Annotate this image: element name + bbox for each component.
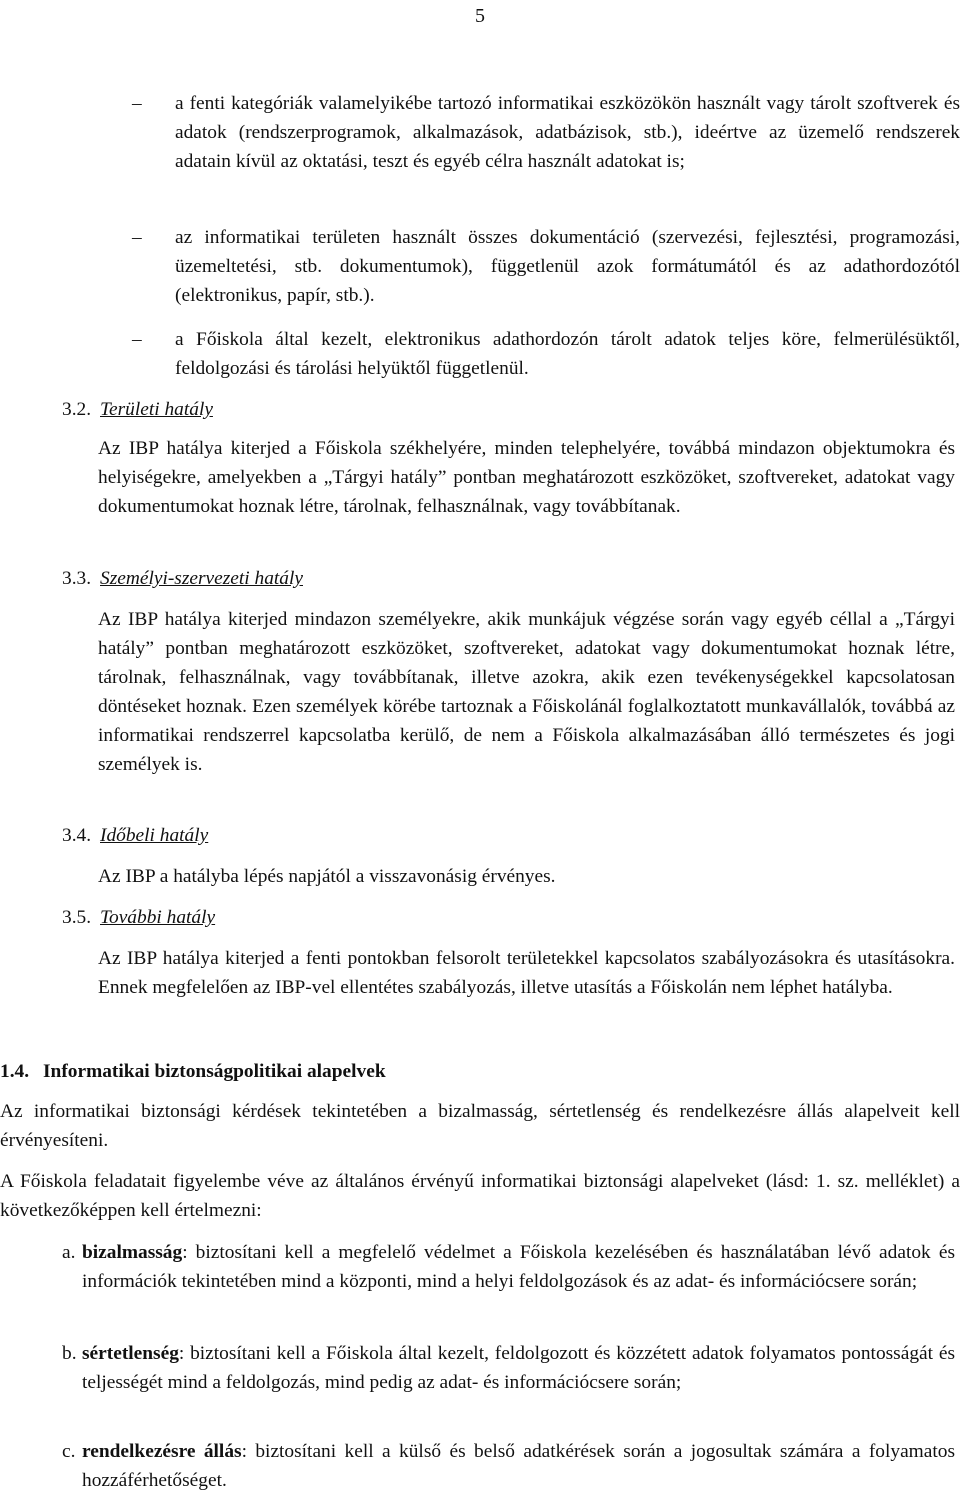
principle-letter: a. <box>62 1242 76 1263</box>
principle-item <box>62 1437 955 1495</box>
section-title: Időbeli hatály <box>100 825 209 846</box>
principle-text: : biztosítani kell a megfelelő védelmet a Főiskola kezelésében és használatában lévő adatok és információk tekintetében mind a központi, mind a helyi feldolgozások és az adat- és információcsere során; <box>82 1242 955 1292</box>
principle-letter: b. <box>62 1343 77 1364</box>
section-number: 3.5. <box>62 907 92 928</box>
section-number: 3.2. <box>62 399 92 420</box>
section-title: Területi hatály <box>100 399 213 420</box>
list-item-text: az informatikai területen használt összes dokumentáció (szervezési, fejlesztési, programozási, üzemeltetési, stb. dokumentumok), függetlenül azok formátumától és az adathordozótól (elektronikus, papír, stb.). <box>175 227 960 306</box>
section-number: 3.4. <box>62 825 92 846</box>
dash-bullet-icon: – <box>132 93 142 114</box>
section-paragraph: Az IBP hatálya kiterjed a fenti pontokban felsorolt területekkel kapcsolatos szabályozásokra és utasításokra. Ennek megfelelően az IBP-vel ellentétes szabályozás, illetve utasítás a Főiskolán nem léphet hatályba. <box>98 948 955 998</box>
section-heading <box>62 903 215 932</box>
list-item <box>132 223 960 310</box>
principle-item <box>62 1339 955 1397</box>
section-heading <box>62 395 213 424</box>
principle-term: sértetlenség <box>82 1343 179 1364</box>
list-item-text: a fenti kategóriák valamelyikébe tartozó informatikai eszközökön használt vagy tárolt szoftverek és adatok (rendszerprogramok, alkalmazások, adatbázisok, stb.), ideértve az üzemelő rendszerek adatain kívül az oktatási, teszt és egyéb célra használt adatokat is; <box>175 93 960 172</box>
dash-bullet-icon: – <box>132 227 142 248</box>
principle-term: rendelkezésre állás <box>82 1441 242 1462</box>
principle-term: bizalmasság <box>82 1242 183 1263</box>
section-paragraph: Az IBP a hatályba lépés napjától a visszavonásig érvényes. <box>98 866 556 887</box>
section-heading <box>62 821 208 850</box>
principle-text: : biztosítani kell a külső és belső adatkérések során a jogosultak számára a folyamatos hozzáférhetőséget. <box>82 1441 955 1491</box>
principle-item <box>62 1238 955 1296</box>
intro-paragraph: A Főiskola feladatait figyelembe véve az általános érvényű informatikai biztonsági alapelveket (lásd: 1. sz. melléklet) a következőképpen kell értelmezni: <box>0 1171 960 1221</box>
list-item <box>132 89 960 176</box>
list-item-text: a Főiskola által kezelt, elektronikus adathordozón tárolt adatok teljes köre, felmerülésüktől, feldolgozási és tárolási helyüktől függetlenül. <box>175 329 960 379</box>
chapter-title: Informatikai biztonságpolitikai alapelvek <box>43 1061 386 1082</box>
intro-paragraph: Az informatikai biztonsági kérdések tekintetében a bizalmasság, sértetlenség és rendelkezésre állás alapelveit kell érvényesíteni. <box>0 1101 960 1151</box>
section-heading <box>62 564 303 593</box>
principle-letter: c. <box>62 1441 76 1462</box>
section-title: További hatály <box>100 907 216 928</box>
section-title: Személyi-szervezeti hatály <box>100 568 303 589</box>
section-paragraph: Az IBP hatálya kiterjed mindazon személyekre, akik munkájuk végzése során vagy egyéb céllal a „Tárgyi hatály” pontban meghatározott eszközöket, szoftvereket, adatokat vagy dokumentumokat hoznak létre, tárolnak, felhasználnak, vagy továbbítanak, illetve azokra, akik ezen tevékenységekkel kapcsolatosan döntéseket hoznak. Ezen személyek körébe tartoznak a Főiskolánál foglalkoztatott munkavállalók, továbbá az informatikai rendszerrel kapcsolatba kerülő, de nem a Főiskola alkalmazásában álló természetes és jogi személyek is. <box>98 609 955 775</box>
chapter-number: 1.4. <box>0 1061 30 1082</box>
list-item <box>132 325 960 383</box>
page-number: 5 <box>475 5 485 27</box>
dash-bullet-icon: – <box>132 329 142 350</box>
section-number: 3.3. <box>62 568 92 589</box>
chapter-heading <box>0 1057 386 1086</box>
section-paragraph: Az IBP hatálya kiterjed a Főiskola székhelyére, minden telephelyére, továbbá mindazon objektumokra és helyiségekre, amelyekben a „Tárgyi hatály” pontban meghatározott eszközöket, szoftvereket, adatokat vagy dokumentumokat hoznak létre, tárolnak, felhasználnak, vagy továbbítanak. <box>98 438 955 517</box>
principle-text: : biztosítani kell a Főiskola által kezelt, feldolgozott és közzétett adatok folyamatos pontosságát és teljességét mind a feldolgozás, mind pedig az adat- és információcsere során; <box>82 1343 955 1393</box>
